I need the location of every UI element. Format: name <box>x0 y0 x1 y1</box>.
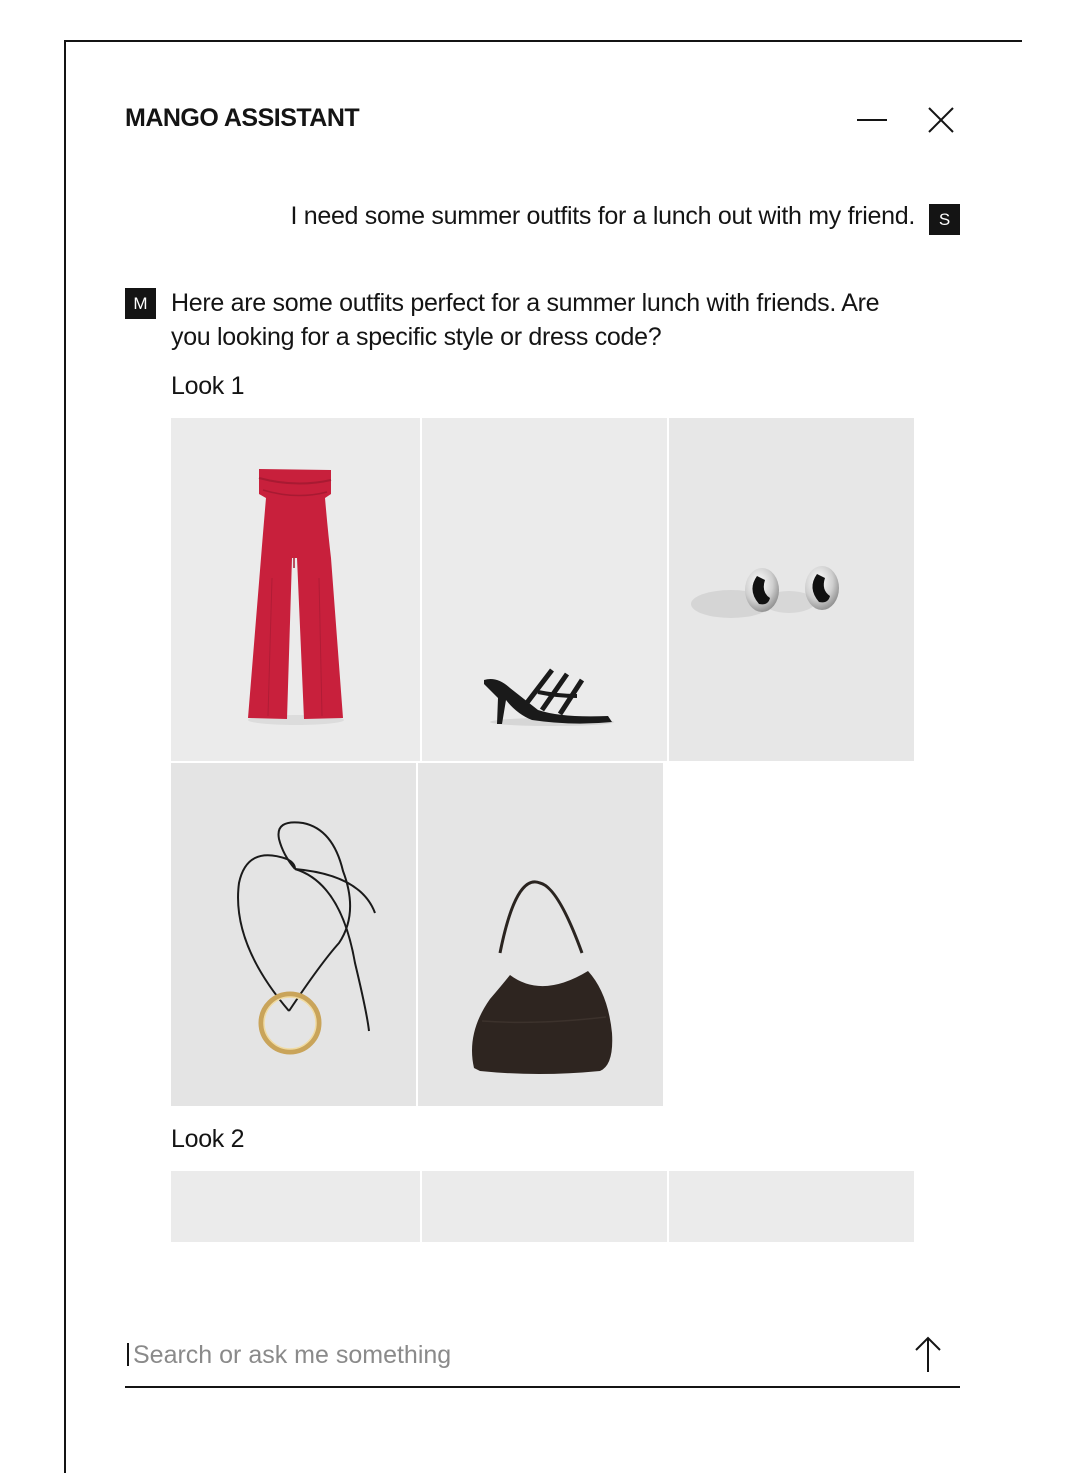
look-1-label: Look 1 <box>171 372 245 400</box>
look-2-product-tile[interactable] <box>171 1171 420 1242</box>
product-tile-necklace[interactable] <box>171 763 416 1106</box>
close-button[interactable] <box>923 102 959 138</box>
necklace-image <box>171 763 416 1106</box>
chat-input-bar <box>125 1330 960 1388</box>
bag-image <box>418 763 663 1106</box>
look-2-product-tile[interactable] <box>669 1171 914 1242</box>
arrow-up-icon <box>910 1334 946 1374</box>
sandal-image <box>422 418 667 761</box>
text-caret <box>127 1343 129 1366</box>
user-avatar: S <box>929 204 960 235</box>
look-2-product-tile[interactable] <box>422 1171 667 1242</box>
product-tile-bag[interactable] <box>418 763 663 1106</box>
product-tile-earrings[interactable] <box>669 418 914 761</box>
look-2-label: Look 2 <box>171 1125 245 1153</box>
product-tile-sandal[interactable] <box>422 418 667 761</box>
user-message: I need some summer outfits for a lunch out with my friend. <box>290 202 915 230</box>
minimize-icon <box>854 102 890 138</box>
assistant-message: Here are some outfits perfect for a summer lunch with friends. Are you looking for a specific style or dress code? <box>171 289 880 351</box>
send-button[interactable] <box>910 1334 946 1374</box>
assistant-avatar: M <box>125 288 156 319</box>
jumpsuit-image <box>171 418 420 761</box>
earrings-image <box>669 418 914 761</box>
search-input[interactable] <box>133 1336 873 1374</box>
product-tile-jumpsuit[interactable] <box>171 418 420 761</box>
minimize-button[interactable] <box>854 102 890 138</box>
close-icon <box>923 102 959 138</box>
page-title: MANGO ASSISTANT <box>125 104 360 132</box>
